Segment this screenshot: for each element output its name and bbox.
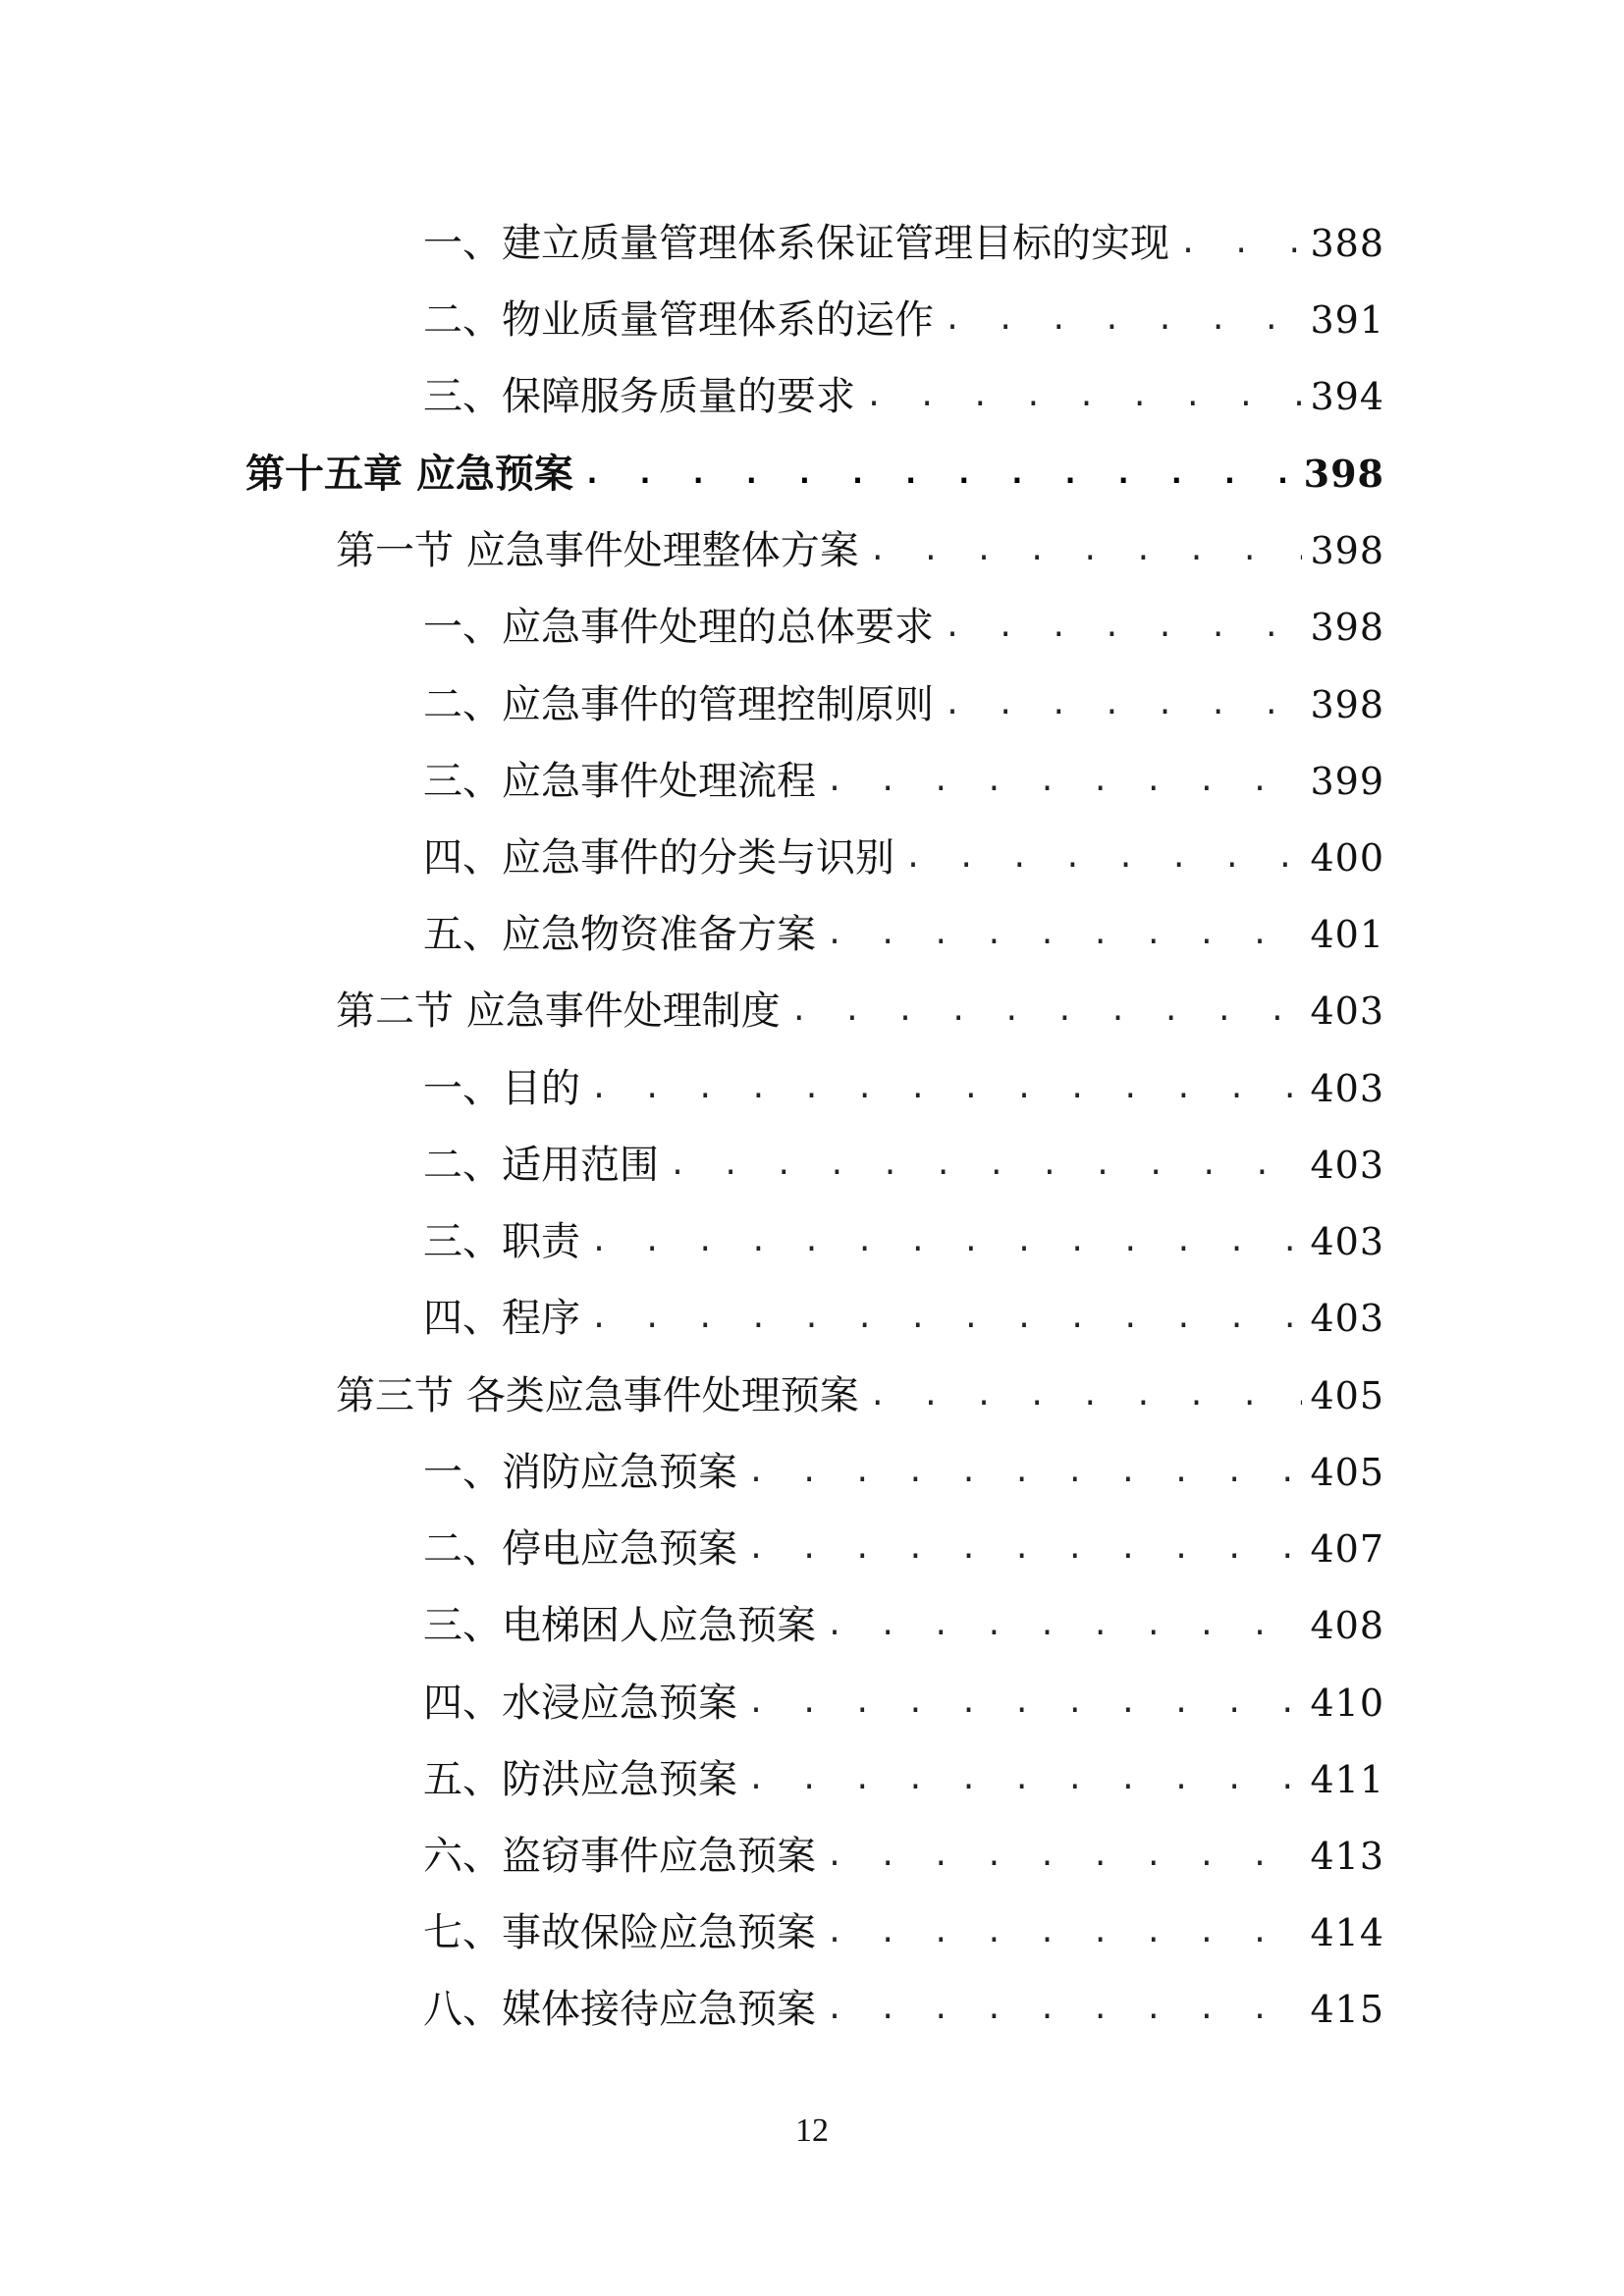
toc-entry[interactable] [0,673,1624,736]
toc-entry-title: 六、盗窃事件应急预案 [423,1834,816,1879]
toc-entry[interactable] [0,1748,1624,1811]
toc-entry-page: 394 [1310,375,1384,418]
toc-entry-page: 411 [1310,1758,1384,1801]
toc-entry[interactable] [0,1210,1624,1273]
dot-leader [826,1594,1302,1657]
toc-section-entry[interactable] [0,519,1624,582]
toc-chapter-entry[interactable] [0,443,1624,506]
dot-leader [869,519,1303,582]
dot-leader [826,1825,1302,1888]
dot-leader [865,365,1302,428]
toc-entry[interactable] [0,827,1624,889]
dot-leader [944,673,1302,736]
toc-entry-page: 415 [1310,1988,1384,2031]
dot-leader [747,1672,1302,1735]
toc-entry[interactable] [0,1672,1624,1735]
dot-leader [790,980,1303,1042]
toc-entry-page: 398 [1310,683,1384,726]
toc-entry[interactable] [0,1825,1624,1888]
dot-leader [747,1441,1302,1504]
toc-entry-page: 403 [1310,1067,1384,1110]
toc-entry-title: 一、消防应急预案 [423,1450,737,1495]
toc-entry-page: 399 [1310,760,1384,803]
toc-entry-title: 八、媒体接待应急预案 [423,1987,816,2032]
toc-entry-title: 二、停电应急预案 [423,1526,737,1572]
toc-entry-title: 第一节 应急事件处理整体方案 [336,528,859,573]
toc-entry-title: 四、应急事件的分类与识别 [423,835,894,881]
toc-entry-title: 二、适用范围 [423,1143,659,1188]
dot-leader [826,750,1302,813]
toc-entry-title: 五、应急物资准备方案 [423,912,816,957]
toc-entry[interactable] [0,1518,1624,1580]
toc-entry-page: 388 [1310,222,1384,265]
toc-entry-page: 414 [1310,1911,1384,1954]
toc-entry[interactable] [0,1901,1624,1964]
toc-entry-title: 第十五章 应急预案 [245,451,573,497]
dot-leader [747,1748,1302,1811]
toc-entry[interactable] [0,1134,1624,1197]
toc-entry-title: 三、应急事件处理流程 [423,759,816,804]
dot-leader [669,1134,1302,1197]
toc-entry[interactable] [0,1441,1624,1504]
toc-entry-page: 403 [1310,1220,1384,1263]
toc-section-entry[interactable] [0,980,1624,1042]
dot-leader [747,1518,1302,1580]
toc-entry-title: 四、程序 [423,1296,580,1341]
toc-entry-page: 391 [1310,298,1384,342]
toc-entry[interactable] [0,212,1624,275]
toc-entry[interactable] [0,596,1624,659]
toc-entry-page: 403 [1310,1144,1384,1187]
toc-entry[interactable] [0,289,1624,351]
toc-entry-page: 403 [1310,1297,1384,1340]
toc-entry-title: 三、电梯困人应急预案 [423,1603,816,1648]
toc-entry-page: 403 [1310,989,1384,1033]
dot-leader [826,1901,1302,1964]
toc-entry-page: 398 [1310,606,1384,649]
toc-entry-title: 三、职责 [423,1219,580,1264]
toc-entry-title: 七、事故保险应急预案 [423,1910,816,1955]
toc-entry-title: 四、水浸应急预案 [423,1681,737,1726]
toc-entry[interactable] [0,1057,1624,1120]
toc-entry-page: 408 [1310,1604,1384,1647]
toc-entry[interactable] [0,365,1624,428]
dot-leader [944,596,1302,659]
toc-entry-page: 398 [1303,452,1384,496]
toc-entry-title: 三、保障服务质量的要求 [423,374,855,419]
toc-entry-page: 407 [1310,1527,1384,1571]
toc-entry[interactable] [0,1978,1624,2041]
dot-leader [869,1364,1303,1427]
toc-entry-page: 410 [1310,1682,1384,1725]
toc-entry-title: 一、建立质量管理体系保证管理目标的实现 [423,221,1169,266]
dot-leader [826,903,1302,966]
dot-leader [590,1057,1302,1120]
toc-section-entry[interactable] [0,1364,1624,1427]
toc-entry-title: 第三节 各类应急事件处理预案 [336,1373,859,1418]
toc-entry-title: 二、应急事件的管理控制原则 [423,682,934,727]
toc-entry-title: 第二节 应急事件处理制度 [336,988,781,1034]
toc-entry-title: 五、防洪应急预案 [423,1757,737,1802]
toc-entry-page: 405 [1310,1374,1384,1417]
toc-entry-page: 405 [1310,1451,1384,1494]
toc-entry-title: 二、物业质量管理体系的运作 [423,297,934,343]
dot-leader [590,1287,1302,1350]
toc-entry-page: 413 [1310,1835,1384,1878]
toc-entry[interactable] [0,1594,1624,1657]
toc-entry[interactable] [0,750,1624,813]
toc-entry[interactable] [0,903,1624,966]
toc-entry-page: 401 [1310,913,1384,956]
dot-leader [944,289,1302,351]
dot-leader [904,827,1302,889]
dot-leader [826,1978,1302,2041]
page-number: 12 [795,2112,829,2149]
toc-entry-title: 一、目的 [423,1066,580,1111]
toc-entry-title: 一、应急事件处理的总体要求 [423,605,934,650]
toc-entry[interactable] [0,1287,1624,1350]
toc-entry-page: 398 [1310,529,1384,572]
toc-entry-page: 400 [1310,836,1384,880]
dot-leader [1179,212,1302,275]
dot-leader [583,443,1296,506]
dot-leader [590,1210,1302,1273]
